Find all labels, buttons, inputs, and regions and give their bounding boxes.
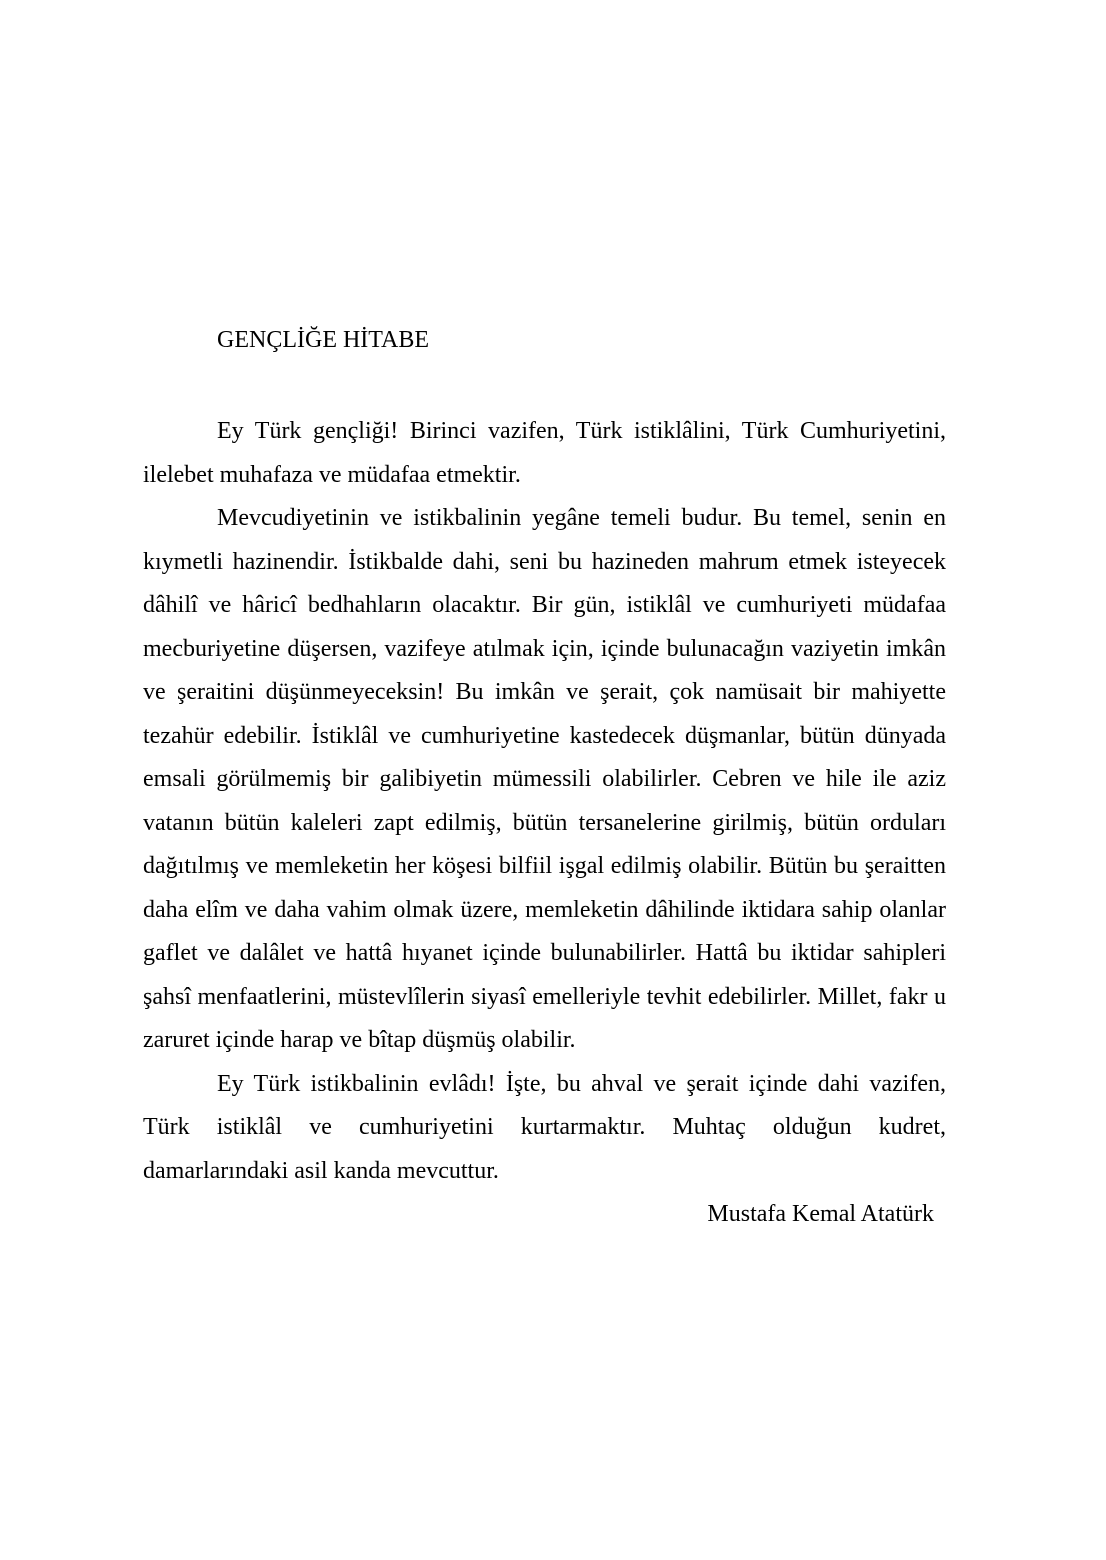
document-title: GENÇLİĞE HİTABE [217,327,430,353]
title-spacer [143,358,946,410]
paragraph-1: Ey Türk gençliği! Birinci vazifen, Türk istiklâlini, Türk Cumhuriyetini, ilelebet muhafaza ve müdafaa etmektir. [143,418,946,488]
paragraph-3: Ey Türk istikbalinin evlâdı! İşte, bu ahval ve şerait içinde dahi vazifen, Türk istiklâl ve cumhuriyetini kurtarmaktır. Muhtaç olduğun kudret, damarlarındaki asil kanda mevcuttur. [143,1070,946,1184]
paragraph-2: Mevcudiyetinin ve istikbalinin yegâne temeli budur. Bu temel, senin en kıymetli hazinendir. İstikbalde dahi, seni bu hazineden mahrum etmek isteyecek dâhilî ve hâricî bedhahların olacaktır. Bir gün, istiklâl ve cumhuriyeti müdafaa mecburiyetine düşersen, vazifeye atılmak için, içinde bulunacağın vaziyetin imkân ve şeraitini düşünmeyeceksin! Bu imkân ve şerait, çok namüsait bir mahiyette tezahür edebilir. İstiklâl ve cumhuriyetine kastedecek düşmanlar, bütün dünyada emsali görülmemiş bir galibiyetin mümessili olabilirler. Cebren ve hile ile aziz vatanın bütün kaleleri zapt edilmiş, bütün tersanelerine girilmiş, bütün orduları dağıtılmış ve memleketin her köşesi bilfiil işgal edilmiş olabilir. Bütün bu şeraitten daha elîm ve daha vahim olmak üzere, memleketin dâhilinde iktidara sahip olanlar gaflet ve dalâlet ve hattâ hıyanet içinde bulunabilirler. Hattâ bu iktidar sahipleri şahsî menfaatlerini, müstevlîlerin siyasî emelleriyle tevhit edebilirler. Millet, fakr u zaruret içinde harap ve bîtap düşmüş olabilir. [143,505,946,1053]
author-signature: Mustafa Kemal Atatürk [707,1201,934,1227]
document-body [143,322,946,1237]
